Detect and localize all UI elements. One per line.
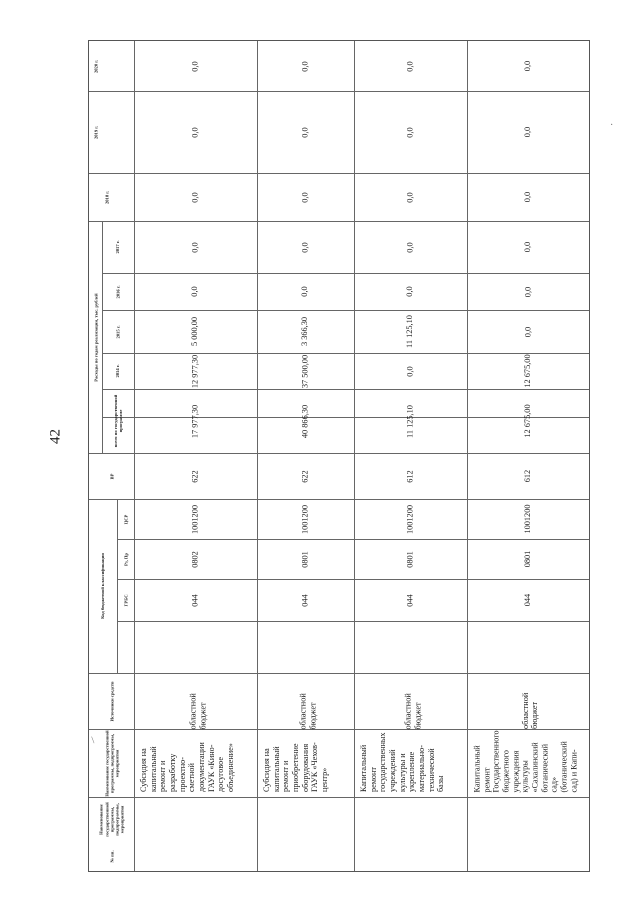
grbs-value: 044 (405, 593, 415, 607)
year-2019-value: 0,0 (522, 126, 532, 138)
year-2020-value: 0,0 (190, 60, 200, 72)
total-value: 11 125,10 (405, 404, 415, 438)
subprogram-name: Субсидия на капитальный ремонт и разработку проектно-сметной документации ГАУК «Кино-досуговое объединение» (139, 742, 236, 792)
header-program: Наименование государственной программы, подпрограммы, мероприятия (98, 801, 125, 837)
year-2015-value: 5 000,00 (190, 316, 200, 347)
year-2020-value: 0,0 (300, 60, 310, 72)
source-value: областной бюджет (188, 692, 207, 729)
year-2018-value: 0,0 (522, 191, 532, 203)
year-2017-value: 0,0 (300, 241, 310, 253)
year-2014-value: 12 675,00 (522, 354, 532, 388)
year-2017-value: 0,0 (190, 241, 200, 253)
header-source: Источники средств (108, 681, 114, 721)
header-vr: ВР (108, 473, 114, 479)
total-value: 17 977,30 (190, 404, 200, 438)
year-2015-value: 3 366,30 (300, 316, 310, 347)
source-value: областной бюджет (403, 692, 422, 729)
subprogram-name: Капитальный ремонт Государственного бюджетного учреждения культуры «Сахалинский ботанический сад» (ботанический сад) и Капи- (472, 729, 578, 792)
year-2016-value: 0,0 (300, 286, 310, 297)
header-total: всего по государственной программе (112, 394, 123, 448)
budget-table (88, 40, 590, 872)
year-2018-value: 0,0 (300, 191, 310, 203)
year-2018-value: 0,0 (405, 191, 415, 203)
year-2016-value: 0,0 (405, 286, 415, 297)
header-expenses: Расходы по годам реализации, тыс. рублей (92, 292, 98, 382)
year-2020-value: 0,0 (522, 60, 532, 72)
vr-value: 622 (300, 469, 310, 483)
rzpr-value: 0801 (522, 550, 532, 568)
csr-value: 1001200 (405, 504, 415, 534)
header-num: № пп. (108, 849, 114, 863)
year-2015-value: 0,0 (522, 326, 532, 337)
header-budget-class: Код бюджетной классификации (100, 553, 106, 619)
year-2014-value: 0,0 (405, 365, 415, 377)
header-year-2016: 2016 г. (115, 284, 121, 299)
rzpr-value: 0802 (190, 550, 200, 568)
rzpr-value: 0801 (405, 550, 415, 568)
year-2015-value: 11 125,10 (405, 315, 415, 348)
grbs-value: 044 (300, 593, 310, 607)
grbs-value: 044 (190, 593, 200, 607)
header-rzpr: Рз, Пр (122, 552, 128, 566)
csr-value: 1001200 (300, 504, 310, 534)
header-year-2015: 2015 г. (115, 324, 121, 339)
header-csr: ЦСР (122, 514, 128, 524)
total-value: 40 866,30 (300, 404, 310, 438)
page-number: 42 (47, 429, 64, 444)
rzpr-value: 0801 (300, 550, 310, 568)
total-value: 12 675,00 (522, 404, 532, 438)
header-grbs: ГРБС (122, 593, 128, 607)
scan-mark: · (610, 120, 614, 131)
csr-value: 1001200 (522, 504, 532, 534)
grid-line (89, 673, 589, 674)
year-2016-value: 0,0 (190, 286, 200, 297)
year-2020-value: 0,0 (405, 60, 415, 72)
year-2018-value: 0,0 (190, 191, 200, 203)
header-year-2014: 2014 г. (115, 364, 121, 378)
grid-line (89, 797, 589, 798)
year-2019-value: 0,0 (405, 126, 415, 138)
source-value: областной бюджет (298, 692, 317, 729)
scan-mark: / (88, 735, 98, 746)
header-year-2019: 2019 г. (92, 125, 98, 139)
year-2017-value: 0,0 (522, 241, 532, 253)
year-2017-value: 0,0 (405, 241, 415, 253)
year-2014-value: 12 977,30 (190, 354, 200, 388)
vr-value: 612 (405, 469, 415, 483)
grbs-value: 044 (522, 593, 532, 607)
header-year-2018: 2018 г. (103, 190, 109, 204)
source-value: областной бюджет (520, 692, 539, 729)
vr-value: 612 (522, 469, 532, 483)
year-2014-value: 37 500,00 (300, 354, 310, 388)
year-2019-value: 0,0 (300, 126, 310, 138)
header-year-2017: 2017 г. (115, 240, 121, 254)
csr-value: 1001200 (190, 504, 200, 534)
header-year-2020: 2020 г. (92, 59, 98, 73)
year-2016-value: 0,0 (522, 286, 532, 297)
header-subprogram: Наименование государственной программы, подпрограммы, мероприятия (103, 729, 120, 797)
subprogram-name: Капитальный ремонт государственных учреждений культуры и укрепление материально-технической базы (359, 732, 446, 792)
vr-value: 622 (190, 469, 200, 483)
year-2019-value: 0,0 (190, 126, 200, 138)
subprogram-name: Субсидия на капитальный ремонт и приобретение оборудования ГАУК «Чехов-центр» (262, 742, 330, 792)
